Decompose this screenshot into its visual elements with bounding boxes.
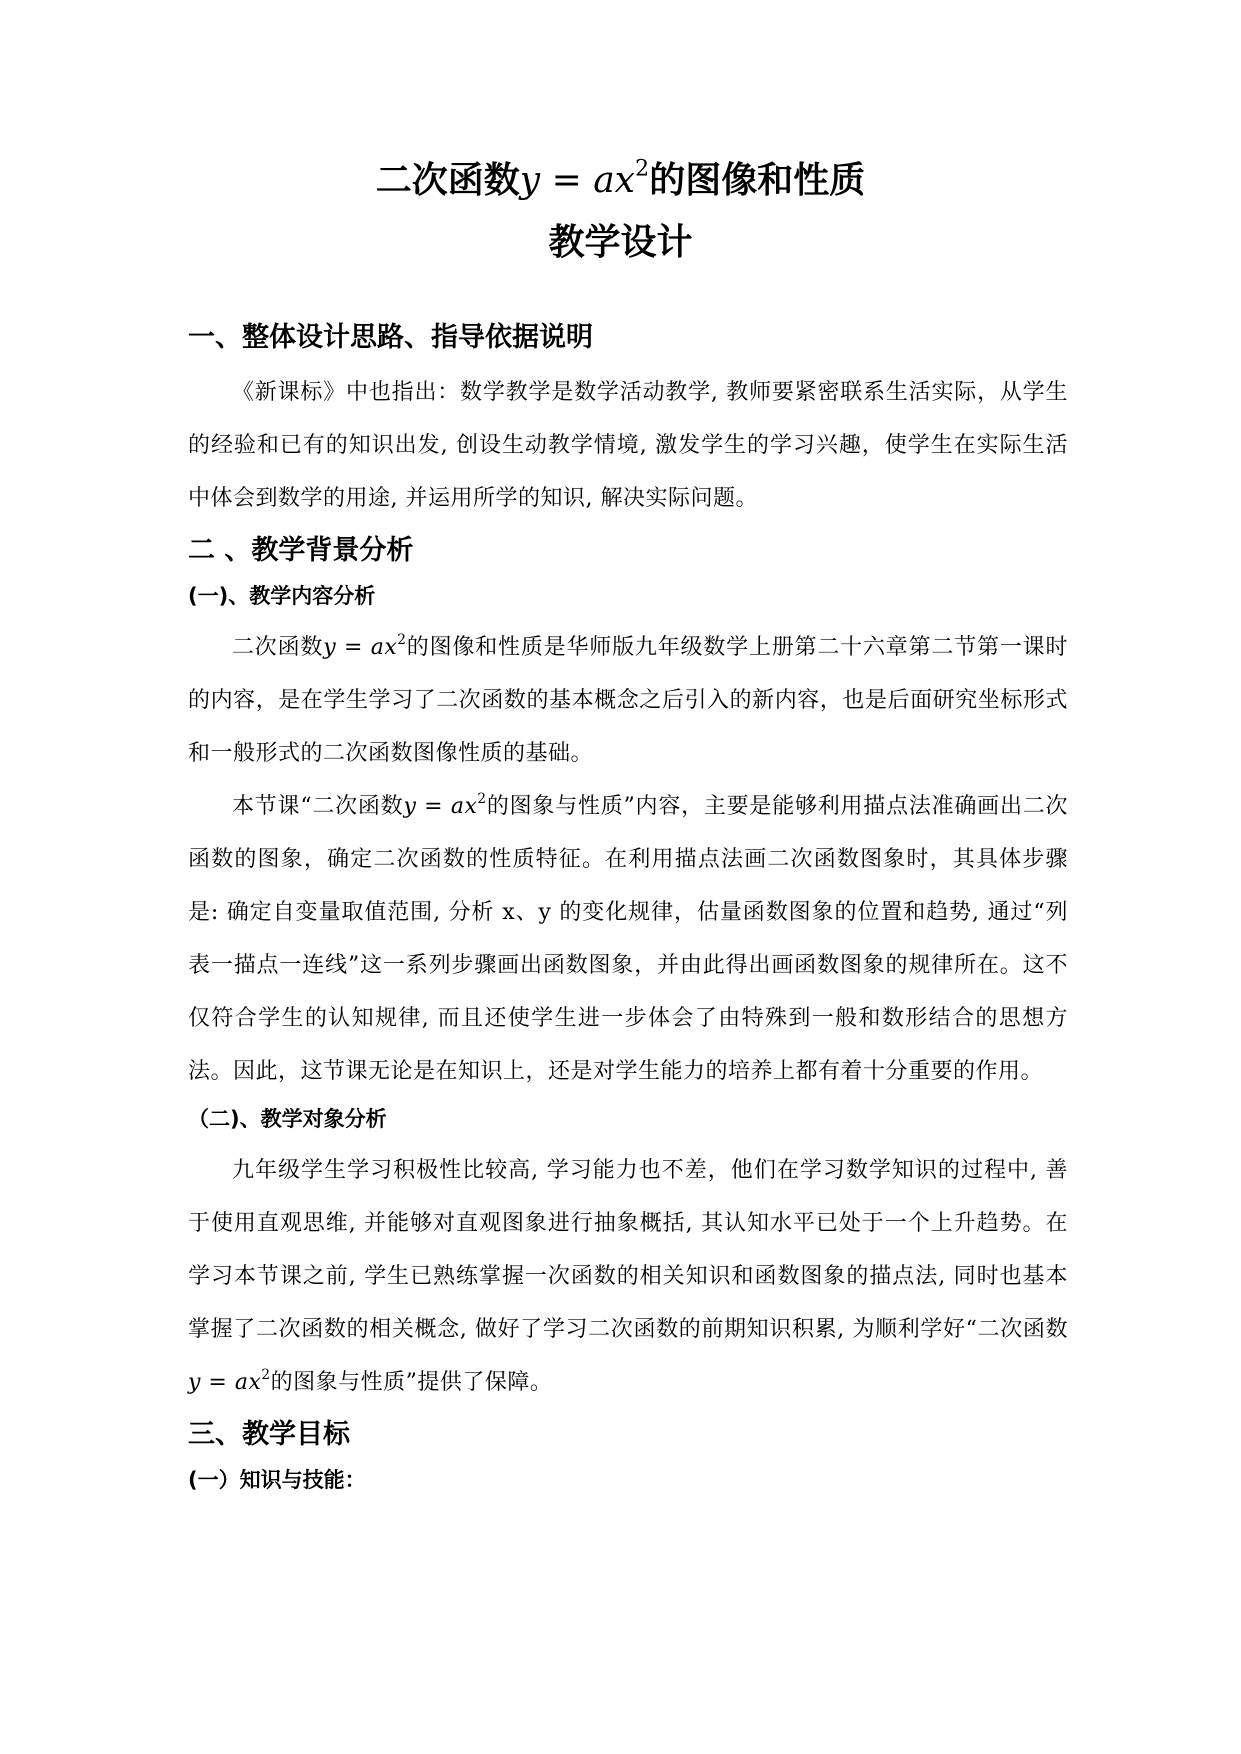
subsection-2-1-paragraph-2: [188, 780, 1068, 1098]
subsection-heading-2-2: （二)、教学对象分析: [188, 1107, 387, 1131]
paragraph-text: 二次函数: [232, 635, 324, 660]
subsection-heading-2-1: (一)、教学内容分析: [188, 584, 376, 608]
formula-variable: x: [384, 635, 398, 660]
subsection-2-1-paragraph-1: [188, 621, 1068, 780]
title-formula: [519, 155, 650, 201]
formula-equals: =: [416, 794, 451, 819]
title-suffix: 的图像和性质: [649, 160, 866, 201]
formula-exponent: 2: [634, 155, 650, 182]
inline-formula: [403, 790, 487, 819]
formula-equals: =: [336, 635, 371, 660]
paragraph-text: 的图象与性质”提供了保障。: [270, 1370, 553, 1395]
formula-exponent: 2: [477, 790, 487, 807]
formula-variable: x: [614, 160, 635, 201]
formula-lhs: y: [403, 794, 417, 819]
title-line-2: 教学设计: [548, 222, 693, 263]
formula-coefficient: a: [450, 794, 465, 819]
section-heading-2: 二 、教学背景分析: [188, 535, 414, 566]
document-title: [0, 150, 1241, 274]
subsection-heading-3-1: (一）知识与技能：: [188, 1468, 366, 1492]
formula-lhs: y: [323, 635, 337, 660]
formula-coefficient: a: [593, 160, 615, 201]
formula-exponent: 2: [261, 1366, 271, 1383]
formula-equals: =: [540, 160, 594, 201]
document-body: [188, 318, 1068, 1505]
formula-coefficient: a: [234, 1370, 249, 1395]
formula-lhs: y: [188, 1370, 201, 1395]
paragraph-text: 本节课“二次函数: [232, 794, 404, 819]
paragraph-text: 的图像和性质是华师版九年级数学上册第二十六章第二节第一课时的内容，是在学生学习了二次函数的基本概念之后引入的新内容，也是后面研究坐标形式和一般形式的二次函数图像性质的基础。: [188, 635, 1068, 766]
formula-variable: x: [248, 1370, 262, 1395]
paragraph-text: 的图象与性质”内容，主要是能够利用描点法准确画出二次函数的图象，确定二次函数的性质特征。在利用描点法画二次函数图象时，其具体步骤是: 确定自变量取值范围, 分析 x、y 的变化规律，估量函数图象的位置和趋势, 通过“列表一描点一连线”这一系列步骤画出函数图象，并由此得出画函数图象的规律所在。这不仅符合学生的认知规律, 而且还使学生进一步体会了由特殊到一般和数形结合的思想方法。因此，这节课无论是在知识上，还是对学生能力的培养上都有着十分重要的作用。: [188, 794, 1069, 1084]
section-1-paragraph: 《新课标》中也指出：数学教学是数学活动教学, 教师要紧密联系生活实际，从学生的经验和已有的知识出发, 创设生动教学情境, 激发学生的学习兴趣，使学生在实际生活中体会到数学的用途, 并运用所学的知识, 解决实际问题。: [188, 380, 1068, 511]
inline-formula: [323, 631, 407, 660]
subsection-2-2-paragraph-1: [188, 1144, 1068, 1409]
title-prefix: 二次函数: [375, 160, 520, 201]
formula-variable: x: [464, 794, 478, 819]
formula-exponent: 2: [397, 631, 407, 648]
formula-lhs: y: [519, 160, 541, 201]
title-line-1: [0, 150, 1241, 212]
formula-coefficient: a: [370, 635, 385, 660]
section-heading-1: 一、整体设计思路、指导依据说明: [188, 322, 593, 353]
paragraph-text: 九年级学生学习积极性比较高, 学习能力也不差，他们在学习数学知识的过程中, 善于使用直观思维, 并能够对直观图象进行抽象概括, 其认知水平已处于一个上升趋势。在学习本节课之前, 学生已熟练掌握一次函数的相关知识和函数图象的描点法, 同时也基本掌握了二次函数的相关概念, 做好了学习二次函数的前期知识积累, 为顺利学好“二次函数: [188, 1158, 1068, 1342]
formula-equals: =: [200, 1370, 235, 1395]
inline-formula: [188, 1366, 271, 1395]
section-heading-3: 三、教学目标: [188, 1419, 350, 1450]
